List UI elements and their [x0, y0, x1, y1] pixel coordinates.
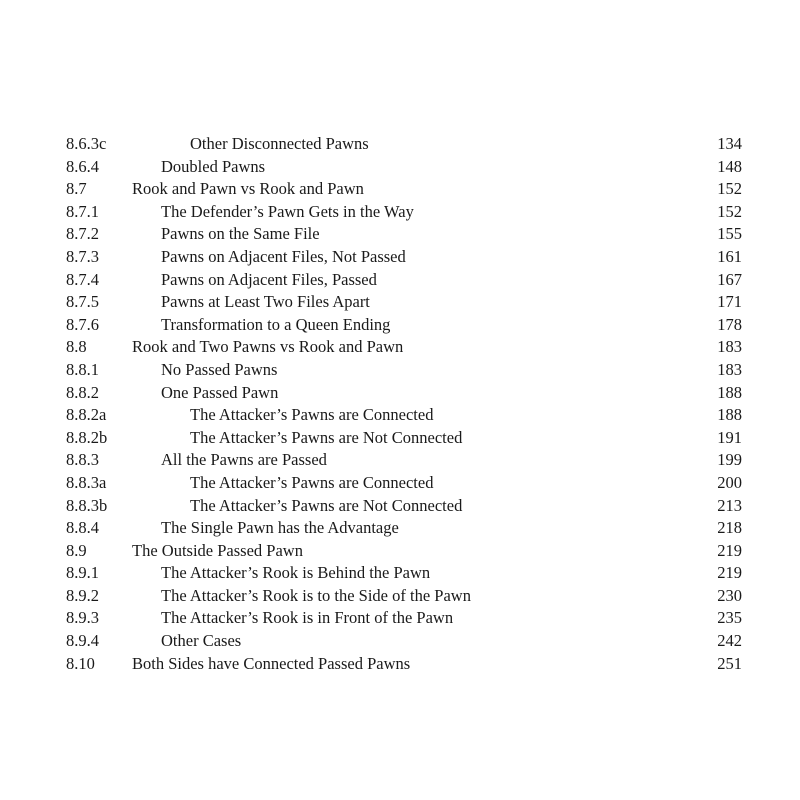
toc-entry	[66, 359, 742, 382]
section-number: 8.10	[66, 653, 95, 673]
section-title: The Attacker’s Pawns are Not Connected	[190, 427, 463, 447]
page-number: 199	[717, 450, 742, 470]
section-title: Both Sides have Connected Passed Pawns	[132, 653, 411, 673]
page-number: 191	[717, 427, 742, 447]
section-title: Rook and Pawn vs Rook and Pawn	[132, 179, 364, 199]
toc-entry	[66, 314, 742, 337]
section-number: 8.8.2a	[66, 405, 107, 425]
section-number: 8.7.3	[66, 246, 99, 266]
page-number: 161	[717, 246, 742, 266]
section-title: The Defender’s Pawn Gets in the Way	[161, 201, 414, 221]
section-title: One Passed Pawn	[161, 382, 279, 402]
section-title: Rook and Two Pawns vs Rook and Pawn	[132, 337, 404, 357]
section-number: 8.8	[66, 337, 87, 357]
toc-entry	[66, 223, 742, 246]
section-title: No Passed Pawns	[161, 359, 278, 379]
page-number: 188	[717, 382, 742, 402]
section-title: The Attacker’s Rook is Behind the Pawn	[161, 563, 431, 583]
section-number: 8.8.3	[66, 450, 99, 470]
toc-entry	[66, 156, 742, 179]
toc-entry	[66, 246, 742, 269]
section-number: 8.8.3a	[66, 472, 107, 492]
toc-entry	[66, 630, 742, 653]
section-number: 8.8.4	[66, 518, 99, 538]
page-number: 183	[717, 359, 742, 379]
section-number: 8.8.1	[66, 359, 99, 379]
toc-entry	[66, 607, 742, 630]
section-number: 8.7.4	[66, 269, 99, 289]
section-title: The Attacker’s Pawns are Connected	[190, 472, 434, 492]
section-number: 8.9.3	[66, 608, 99, 628]
section-title: The Attacker’s Rook is to the Side of the Pawn	[161, 585, 471, 605]
toc-entry	[66, 653, 742, 676]
toc-entry	[66, 269, 742, 292]
page-number: 134	[717, 134, 742, 153]
toc-entry	[66, 336, 742, 359]
section-number: 8.7.5	[66, 292, 99, 312]
toc-entry	[66, 540, 742, 563]
toc-entry	[66, 472, 742, 495]
toc-entry	[66, 382, 742, 405]
page-number: 218	[717, 518, 742, 538]
toc-entry	[66, 427, 742, 450]
page-number: 188	[717, 405, 742, 425]
page-number: 148	[717, 156, 742, 176]
section-number: 8.9.1	[66, 563, 99, 583]
section-title: The Single Pawn has the Advantage	[161, 518, 399, 538]
page-number: 242	[717, 631, 742, 651]
section-title: Other Disconnected Pawns	[190, 134, 369, 153]
section-title: Pawns at Least Two Files Apart	[161, 292, 370, 312]
page-number: 219	[717, 540, 742, 560]
section-number: 8.6.3c	[66, 134, 107, 153]
toc-entry	[66, 562, 742, 585]
toc-entry	[66, 517, 742, 540]
toc-entry	[66, 201, 742, 224]
toc-entry	[66, 404, 742, 427]
section-number: 8.8.2b	[66, 427, 108, 447]
section-number: 8.7	[66, 179, 87, 199]
section-number: 8.9	[66, 540, 87, 560]
section-number: 8.9.2	[66, 585, 99, 605]
page-number: 178	[717, 314, 742, 334]
section-number: 8.6.4	[66, 156, 99, 176]
section-title: The Attacker’s Rook is in Front of the Pawn	[161, 608, 454, 628]
page-number: 213	[717, 495, 742, 515]
section-number: 8.7.1	[66, 201, 99, 221]
toc-entry	[66, 291, 742, 314]
toc-entry	[66, 585, 742, 608]
section-number: 8.8.2	[66, 382, 99, 402]
toc-entry	[66, 133, 742, 156]
section-title: Transformation to a Queen Ending	[161, 314, 391, 334]
page-number: 152	[717, 201, 742, 221]
section-number: 8.7.2	[66, 224, 99, 244]
section-title: The Outside Passed Pawn	[132, 540, 303, 560]
section-title: Other Cases	[161, 631, 242, 651]
section-title: Pawns on Adjacent Files, Passed	[161, 269, 377, 289]
section-title: All the Pawns are Passed	[161, 450, 327, 470]
page-number: 251	[717, 653, 742, 673]
page-number: 152	[717, 179, 742, 199]
page-number: 235	[717, 608, 742, 628]
toc-entry	[66, 495, 742, 518]
page-number: 171	[717, 292, 742, 312]
section-number: 8.7.6	[66, 314, 99, 334]
page-number: 230	[717, 585, 742, 605]
section-number: 8.8.3b	[66, 495, 108, 515]
section-number: 8.9.4	[66, 631, 99, 651]
section-title: Pawns on Adjacent Files, Not Passed	[161, 246, 406, 266]
toc-entry	[66, 449, 742, 472]
section-title: The Attacker’s Pawns are Connected	[190, 405, 434, 425]
page-number: 155	[717, 224, 742, 244]
page-number: 167	[717, 269, 742, 289]
section-title: The Attacker’s Pawns are Not Connected	[190, 495, 463, 515]
table-of-contents	[66, 133, 742, 675]
toc-entry	[66, 178, 742, 201]
page-number: 183	[717, 337, 742, 357]
page-number: 200	[717, 472, 742, 492]
page-number: 219	[717, 563, 742, 583]
section-title: Pawns on the Same File	[161, 224, 320, 244]
section-title: Doubled Pawns	[161, 156, 266, 176]
